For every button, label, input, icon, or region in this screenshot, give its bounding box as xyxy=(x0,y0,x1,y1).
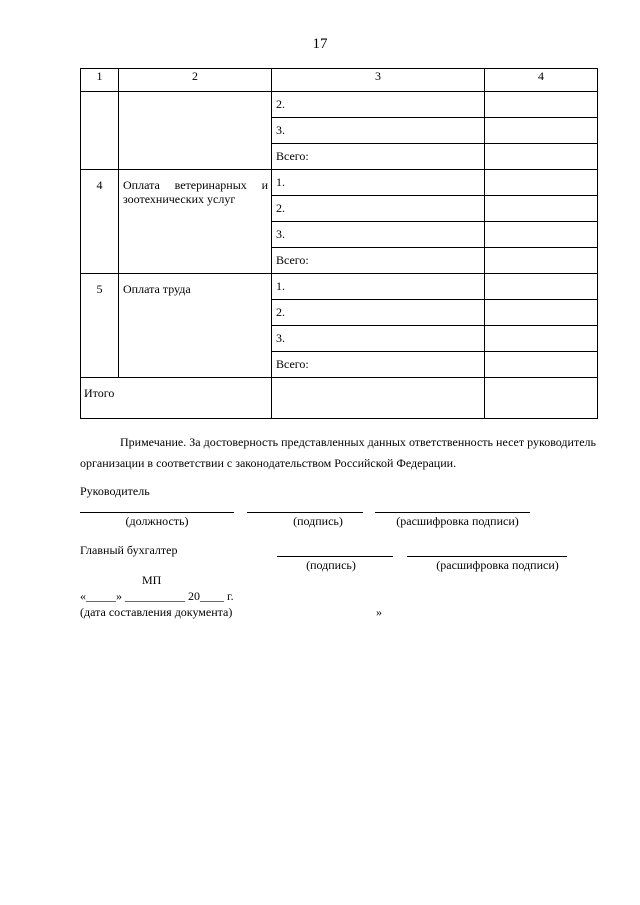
number-cell xyxy=(81,92,119,170)
table-row xyxy=(81,92,598,118)
item-cell: 3. xyxy=(272,326,485,352)
position-line xyxy=(80,512,234,513)
head-label: Руководитель xyxy=(80,484,150,498)
column-header: 1 xyxy=(81,69,119,92)
column-header: 3 xyxy=(272,69,485,92)
accountant-decoding-caption: (расшифровка подписи) xyxy=(436,558,559,572)
page-number: 17 xyxy=(312,36,328,52)
item-cell: 2. xyxy=(272,92,485,118)
chief-accountant-label: Главный бухгалтер xyxy=(80,543,178,557)
stamp-label: МП xyxy=(142,573,162,587)
value-cell xyxy=(485,222,598,248)
value-cell xyxy=(485,196,598,222)
value-cell xyxy=(485,118,598,144)
column-header: 2 xyxy=(119,69,272,92)
item-cell: 3. xyxy=(272,222,485,248)
item-cell: 1. xyxy=(272,170,485,196)
grand-total-item-cell xyxy=(272,378,485,419)
grand-total-value-cell xyxy=(485,378,598,419)
table-header-row xyxy=(81,69,598,92)
value-cell xyxy=(485,326,598,352)
total-item-cell: Всего: xyxy=(272,248,485,274)
total-item-cell: Всего: xyxy=(272,144,485,170)
item-cell: 2. xyxy=(272,196,485,222)
value-cell xyxy=(485,170,598,196)
report-table xyxy=(80,68,598,419)
number-cell: 4 xyxy=(81,170,119,274)
accountant-signature-caption: (подпись) xyxy=(306,558,356,572)
value-cell xyxy=(485,144,598,170)
table-row xyxy=(81,274,598,300)
value-cell xyxy=(485,92,598,118)
head-signature-line xyxy=(247,512,363,513)
date-caption: (дата составления документа) xyxy=(80,605,233,619)
position-caption: (должность) xyxy=(125,514,189,528)
head-decoding-line xyxy=(375,512,530,513)
accountant-signature-line xyxy=(277,556,393,557)
name-cell xyxy=(119,92,272,170)
total-item-cell: Всего: xyxy=(272,352,485,378)
grand-total-label: Итого xyxy=(81,378,272,419)
value-cell xyxy=(485,248,598,274)
number-cell: 5 xyxy=(81,274,119,378)
value-cell xyxy=(485,300,598,326)
note-paragraph: Примечание. За достоверность представленных данных ответственность несет руководитель организации в соответствии с законодательством Российской Федерации. xyxy=(80,435,596,470)
date-line: «_____» __________ 20____ г. xyxy=(80,589,234,603)
item-cell: 2. xyxy=(272,300,485,326)
name-cell: Оплата труда xyxy=(119,274,272,378)
item-cell: 3. xyxy=(272,118,485,144)
head-decoding-caption: (расшифровка подписи) xyxy=(396,514,519,528)
value-cell xyxy=(485,352,598,378)
item-cell: 1. xyxy=(272,274,485,300)
accountant-decoding-line xyxy=(407,556,567,557)
column-header: 4 xyxy=(485,69,598,92)
grand-total-row xyxy=(81,378,598,419)
closing-quote: » xyxy=(376,605,382,619)
value-cell xyxy=(485,274,598,300)
name-cell: Оплата ветеринарных и зоотехнических услуг xyxy=(119,170,272,274)
table-row xyxy=(81,170,598,196)
head-signature-caption: (подпись) xyxy=(293,514,343,528)
